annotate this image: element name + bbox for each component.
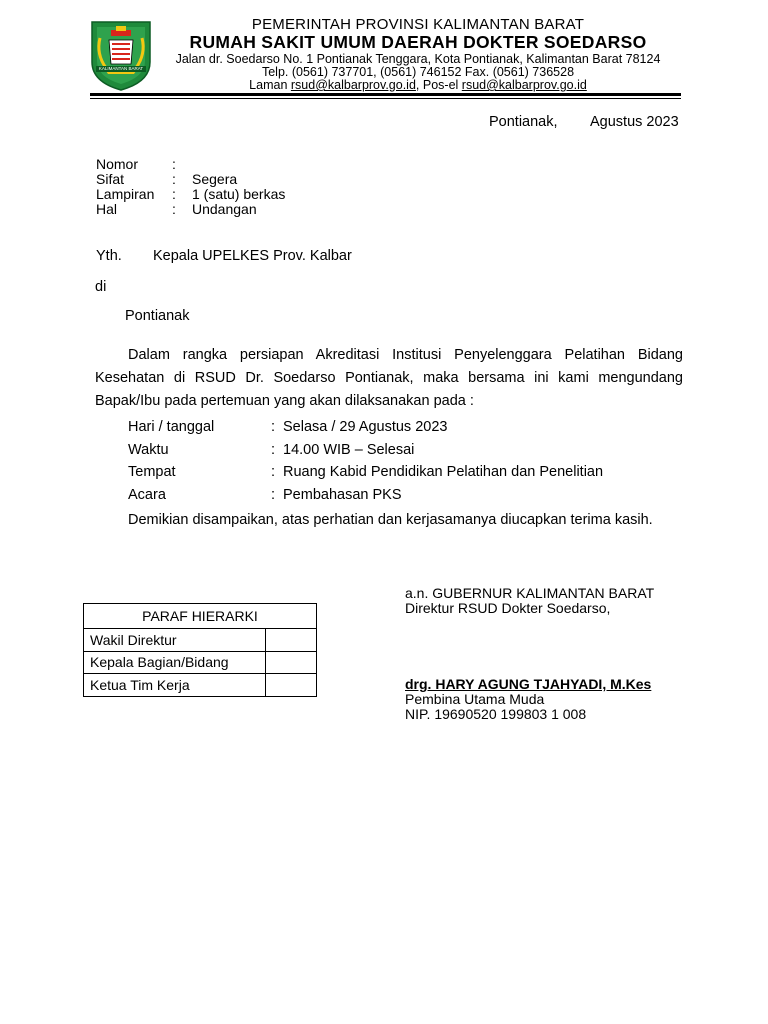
paraf-initial-cell <box>266 629 317 652</box>
meta-label: Lampiran <box>96 186 155 202</box>
letter-date: Agustus 2023 <box>590 114 679 130</box>
detail-label: Waktu <box>128 441 169 458</box>
emblem-banner-text: KALIMANTAN BARAT <box>96 66 146 72</box>
paraf-initial-cell <box>266 651 317 674</box>
detail-colon: : <box>271 464 276 481</box>
paraf-row <box>84 651 317 674</box>
signature-on-behalf: a.n. GUBERNUR KALIMANTAN BARAT <box>405 585 655 601</box>
email-label: , Pos-el <box>415 78 459 92</box>
email-link[interactable]: rsud@kalbarprov.go.id <box>461 78 587 92</box>
paraf-role: Kepala Bagian/Bidang <box>84 651 266 674</box>
detail-value: Pembahasan PKS <box>283 486 402 503</box>
paraf-title: PARAF HIERARKI <box>84 604 317 629</box>
meta-colon: : <box>172 201 176 217</box>
signatory-name: drg. HARY AGUNG TJAHYADI, M.Kes <box>405 676 652 692</box>
institution-address: Jalan dr. Soedarso No. 1 Pontianak Tenggara, Kota Pontianak, Kalimantan Barat 78124 <box>175 52 661 66</box>
meta-label: Hal <box>96 201 118 217</box>
detail-row-place <box>128 464 603 487</box>
paraf-header-row <box>84 604 317 629</box>
opening-paragraph <box>95 344 683 413</box>
government-heading: PEMERINTAH PROVINSI KALIMANTAN BARAT <box>251 16 585 33</box>
paraf-row <box>84 674 317 697</box>
detail-colon: : <box>271 441 276 458</box>
meta-value: Undangan <box>192 201 257 217</box>
paraf-hierarki-table <box>83 603 317 697</box>
meta-row-sifat <box>96 172 285 187</box>
paraf-role: Wakil Direktur <box>84 629 266 652</box>
meta-row-nomor <box>96 157 285 172</box>
detail-label: Tempat <box>128 464 176 481</box>
web-link[interactable]: rsud@kalbarprov.go.id <box>290 78 416 92</box>
recipient-di: di <box>95 279 107 295</box>
meta-colon: : <box>172 186 176 202</box>
institution-contacts <box>160 78 676 92</box>
paraf-role: Ketua Tim Kerja <box>84 674 266 697</box>
meta-value: 1 (satu) berkas <box>192 186 286 202</box>
recipient-name: Kepala UPELKES Prov. Kalbar <box>153 248 352 264</box>
detail-row-time <box>128 442 603 465</box>
detail-label: Hari / tanggal <box>128 419 215 435</box>
meta-colon: : <box>172 156 176 172</box>
paraf-row <box>84 629 317 652</box>
meta-row-hal <box>96 202 285 217</box>
signature-position: Direktur RSUD Dokter Soedarso, <box>405 600 611 616</box>
detail-colon: : <box>271 419 276 435</box>
detail-row-agenda <box>128 487 603 510</box>
meta-row-lampiran <box>96 187 285 202</box>
detail-value: Selasa / 29 Agustus 2023 <box>283 419 448 435</box>
detail-value: 14.00 WIB – Selesai <box>283 441 415 458</box>
institution-phone: Telp. (0561) 737701, (0561) 746152 Fax. (0561) 736528 <box>261 65 575 79</box>
signatory-nip: NIP. 19690520 199803 1 008 <box>405 706 587 722</box>
meta-label: Sifat <box>96 171 125 187</box>
meta-value <box>192 157 285 172</box>
meta-label: Nomor <box>96 156 139 172</box>
detail-colon: : <box>271 486 276 503</box>
paraf-initial-cell <box>266 674 317 697</box>
event-details <box>128 419 603 509</box>
meta-colon: : <box>172 171 176 187</box>
header-divider-thick <box>90 93 681 96</box>
opening-text: Dalam rangka persiapan Akreditasi Institusi Penyelenggara Pelatihan Bidang Kesehatan di RSUD Dr. Soedarso Pontianak, maka bersama ini kami mengundang Bapak/Ibu pada pertemuan yang akan dilaksanakan pada : <box>95 347 683 409</box>
recipient-city: Pontianak <box>125 308 190 324</box>
provincial-emblem-icon <box>88 18 154 92</box>
detail-value: Ruang Kabid Pendidikan Pelatihan dan Penelitian <box>283 464 604 481</box>
signatory-rank: Pembina Utama Muda <box>405 691 545 707</box>
place-label: Pontianak, <box>489 114 558 130</box>
recipient-prefix: Yth. <box>96 248 122 264</box>
header-divider-thin <box>90 98 681 99</box>
detail-label: Acara <box>128 486 166 503</box>
institution-name: RUMAH SAKIT UMUM DAERAH DOKTER SOEDARSO <box>189 32 647 52</box>
closing-sentence: Demikian disampaikan, atas perhatian dan kerjasamanya diucapkan terima kasih. <box>128 512 653 528</box>
detail-row-date <box>128 419 603 442</box>
letter-meta <box>96 157 285 217</box>
meta-value: Segera <box>192 171 238 187</box>
web-label: Laman <box>249 78 288 92</box>
